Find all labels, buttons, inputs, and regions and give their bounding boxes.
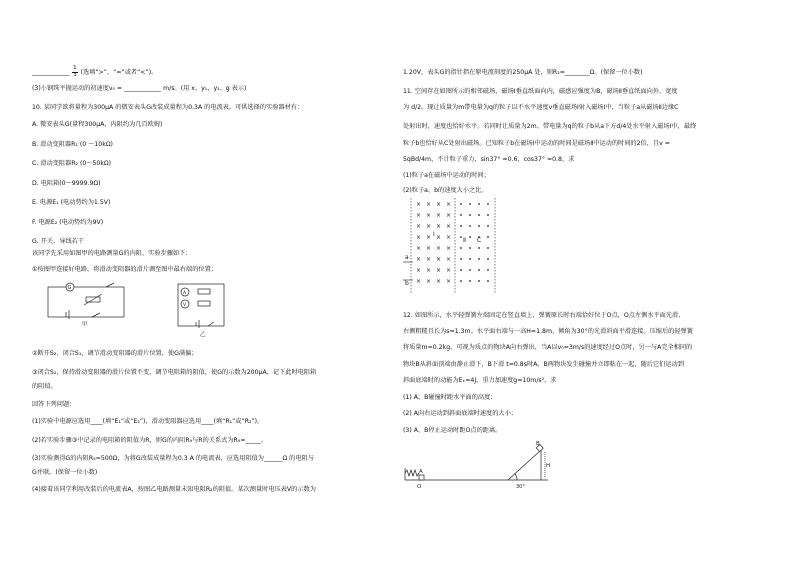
field-out-of-page-mark — [469, 269, 471, 271]
field-into-page-mark: × — [426, 278, 432, 285]
field-out-of-page-mark — [478, 203, 480, 205]
incline-diagram — [403, 440, 553, 496]
q11-stem-5: 5qBd/4m，不计粒子重力，sin37° =0.6，cos37° =0.8，求 — [403, 156, 575, 163]
field-out-of-page-mark — [469, 280, 471, 282]
field-into-page-mark: × — [436, 201, 442, 208]
q12-2: (2) A向右运动到斜面底端时速度的大小； — [403, 410, 517, 417]
option-e: E. 电源E₁ (电动势约为1.5V) — [32, 199, 111, 206]
q10-method: 该同学先采用如图甲的电路测量G的内阻，实验步骤如下： — [32, 250, 192, 257]
field-into-page-mark: × — [416, 245, 422, 252]
step-3: ③闭合S₂，保持滑动变阻器的滑片位置不变，调节电阻箱的阻值，使G的示数为200μA，记下此时电阻箱 — [32, 369, 317, 376]
q11-stem-1: 11. 空间存在如图所示的相邻磁场，磁场Ⅰ垂直纸面向内，磁感应强度为B，磁场Ⅱ垂直纸面向外，宽度 — [403, 88, 678, 95]
field-into-page-mark: × — [426, 234, 432, 241]
field-into-page-mark: × — [436, 223, 442, 230]
q9-line-compare — [32, 66, 157, 78]
field-out-of-page-mark — [487, 280, 489, 282]
q12-stem-2: 右侧粗糙且长为s=1.3m。水平面右端与一高H=1.8m、倾角为30°的光滑斜面平滑连接。压缩后的轻弹簧 — [403, 328, 693, 335]
point-O-label: O — [417, 484, 422, 490]
block-B-label: B — [536, 441, 540, 447]
q10-4-cont: 1.20V，表头G的指针指在原电流刻度的250μA 处，则R₂=________Ω。(保留一位小数) — [403, 69, 643, 76]
particle-b-label: b — [405, 280, 409, 287]
field-out-of-page-mark — [478, 225, 480, 227]
field-into-page-mark: × — [426, 256, 432, 263]
field-into-page-mark: × — [436, 267, 442, 274]
questions-heading: 回答下列问题： — [32, 401, 76, 408]
field-into-page-mark: × — [426, 201, 432, 208]
q12-stem-3: 将质量m=0.2kg、可视为质点的物块A向右弹出，当A以v₀=3m/s的速度经过O点时，另一与A完全相同的 — [403, 344, 693, 351]
field-into-page-mark: × — [426, 223, 432, 230]
field-out-of-page-mark — [460, 280, 462, 282]
option-c: C. 滑动变阻器R₂ (0～50kΩ) — [32, 160, 112, 167]
field-into-page-mark: × — [416, 267, 422, 274]
field-out-of-page-mark — [460, 236, 462, 238]
field-into-page-mark: × — [426, 245, 432, 252]
q12-1: (1) A、B碰撞时距水平面的高度； — [403, 394, 497, 401]
q10-3: (3)实验测得G的内阻R₉=500Ω，为将G改装成量程为0.3 A 的电流表，应选用阻值为______Ω 的电阻与 — [32, 455, 314, 462]
field-into-page-mark: × — [436, 245, 442, 252]
q10-2: (2)若实验步骤③中记录的电阻箱的阻值为R，则G的内阻R₉与R的关系式为R₉=_____。 — [32, 437, 268, 444]
field-into-page-mark: × — [446, 234, 452, 241]
answer-blank: ____________ — [32, 69, 70, 76]
field-into-page-mark: × — [436, 234, 442, 241]
q10-stem: 10. 某同学欲将量程为300μA 的微安表头G改装成量程为0.3A 的电流表。可供选择的实验器材有： — [32, 104, 304, 111]
figure-label-jia: 甲 — [82, 322, 88, 328]
q10-1: (1)实验中电源应选用____(填“E₁”或“E₂”)，滑动变阻器应选用____(填“R₁”或“R₂”)。 — [32, 418, 264, 425]
field-out-of-page-mark — [478, 269, 480, 271]
field-into-page-mark: × — [416, 223, 422, 230]
q10-4: (4)接着该同学利用改装后的电流表A，按图乙电路测量未知电阻R₂的阻值。某次测量时电压表V的示数为 — [32, 486, 316, 493]
field-into-page-mark: × — [436, 278, 442, 285]
q12-3: (3) A、B停止运动时距O点的距离。 — [403, 427, 502, 434]
field-into-page-mark: × — [416, 201, 422, 208]
height-H-label: H — [546, 463, 551, 469]
q10-3-cont: G并联。(保留一位小数) — [32, 469, 98, 476]
field-out-of-page-mark — [487, 236, 489, 238]
field-out-of-page-mark — [460, 214, 462, 216]
field-into-page-mark: × — [446, 278, 452, 285]
field-into-page-mark: × — [446, 212, 452, 219]
field-into-page-mark: × — [416, 278, 422, 285]
field-out-of-page-mark — [487, 225, 489, 227]
block-A-label: A — [419, 469, 423, 475]
region-II-label: Ⅱ — [463, 237, 466, 244]
field-out-of-page-mark — [460, 258, 462, 260]
svg-text:A: A — [183, 291, 187, 296]
angle-label: 30° — [516, 484, 525, 490]
point-C-label: C — [477, 237, 482, 244]
q11-2: (2)粒子a、b的速度大小之比。 — [403, 187, 488, 194]
field-out-of-page-mark — [469, 214, 471, 216]
field-into-page-mark: × — [436, 212, 442, 219]
q9-3: (3)小钢珠平抛运动的初速度v₀ = ____________ m/s。(用 x、y₁、y₂、g 表示) — [32, 85, 247, 92]
fraction-numerator: 1 — [73, 65, 77, 71]
q11-stem-3: 处射出时，速度也恰好水平。若同时让质量为2m、带电量为q的粒子b从a下方d/4处水平射入磁场Ⅰ中，最终 — [403, 123, 697, 130]
q12-stem-5: 斜面底端时的动能为Eₖ=4J，重力加速度g=10m/s²，求 — [403, 377, 557, 384]
option-d: D. 电阻箱(0～9999.9Ω) — [32, 180, 101, 187]
svg-text:G: G — [67, 285, 72, 291]
field-out-of-page-mark — [487, 258, 489, 260]
region-I-label: Ⅰ — [433, 231, 435, 238]
step-3-cont: 的阻值。 — [32, 383, 57, 390]
q11-1: (1)粒子a在磁场中运动的时间； — [403, 172, 490, 179]
field-into-page-mark: × — [446, 267, 452, 274]
field-out-of-page-mark — [478, 214, 480, 216]
field-out-of-page-mark — [469, 225, 471, 227]
svg-text:V: V — [183, 303, 187, 308]
option-a: A. 微安表头G(量程300μA，内阻约为几百欧姆) — [32, 121, 163, 128]
field-out-of-page-mark — [460, 247, 462, 249]
field-out-of-page-mark — [487, 247, 489, 249]
field-out-of-page-mark — [487, 269, 489, 271]
magnetic-field-diagram — [403, 196, 499, 296]
option-b: B. 滑动变阻器R₁ (0 ～10kΩ) — [32, 141, 113, 148]
field-out-of-page-mark — [469, 258, 471, 260]
q11-stem-2: 为 d/2。现让质量为m带电量为q的粒子以不水平速度v垂直磁场Ⅰ射入磁场Ⅰ中，当粒子a从磁场Ⅱ边缘C — [403, 104, 679, 111]
field-out-of-page-mark — [478, 280, 480, 282]
field-into-page-mark: × — [416, 256, 422, 263]
field-into-page-mark: × — [446, 223, 452, 230]
figure-label-yi: 乙 — [200, 332, 206, 338]
field-into-page-mark: × — [416, 212, 422, 219]
fraction-one-third — [72, 66, 78, 78]
field-out-of-page-mark — [460, 269, 462, 271]
field-into-page-mark: × — [446, 245, 452, 252]
field-out-of-page-mark — [469, 236, 471, 238]
q12-stem-1: 12. 如图所示，水平轻弹簧左端固定在竖直墙上，弹簧原长时右端恰好位于O点，O点左侧水平面光滑、 — [403, 312, 685, 319]
field-into-page-mark: × — [446, 201, 452, 208]
field-out-of-page-mark — [469, 203, 471, 205]
field-out-of-page-mark — [460, 203, 462, 205]
field-out-of-page-mark — [487, 214, 489, 216]
circuit-diagram-jia — [44, 281, 134, 333]
field-into-page-mark: × — [426, 267, 432, 274]
field-out-of-page-mark — [487, 203, 489, 205]
field-into-page-mark: × — [436, 256, 442, 263]
q11-stem-4: 粒子b也恰好从C处射出磁场。已知粒子b在磁场Ⅰ中运动的时间是磁场Ⅱ中运动的时间的2倍，且v = — [403, 140, 670, 147]
circuit-diagram-yi — [168, 280, 234, 338]
field-out-of-page-mark — [469, 247, 471, 249]
field-into-page-mark: × — [416, 234, 422, 241]
field-out-of-page-mark — [478, 258, 480, 260]
compare-hint: (选填“>”、“=”或者“<”)。 — [80, 69, 158, 76]
step-1: ①按图甲连接好电路，将滑动变阻器的滑片调至图中最右端的位置； — [32, 266, 217, 273]
field-into-page-mark: × — [446, 256, 452, 263]
option-g: G. 开关、导线若干 — [32, 238, 85, 245]
field-out-of-page-mark — [460, 225, 462, 227]
field-into-page-mark: × — [426, 212, 432, 219]
particle-a-label: a — [405, 254, 409, 261]
field-out-of-page-mark — [478, 247, 480, 249]
step-2: ②断开S₂，闭合S₁，调节滑动变阻器的滑片位置，使G满偏； — [32, 350, 198, 357]
option-f: F. 电源E₂ (电动势约为9V) — [32, 219, 104, 226]
fraction-denominator: 3 — [73, 71, 77, 78]
q12-stem-4: 物块B从斜面顶端由静止滑下，B下滑 t=0.8s时A、B两物块发生碰撞并立即粘在一起，随后它们运动到 — [403, 361, 684, 368]
